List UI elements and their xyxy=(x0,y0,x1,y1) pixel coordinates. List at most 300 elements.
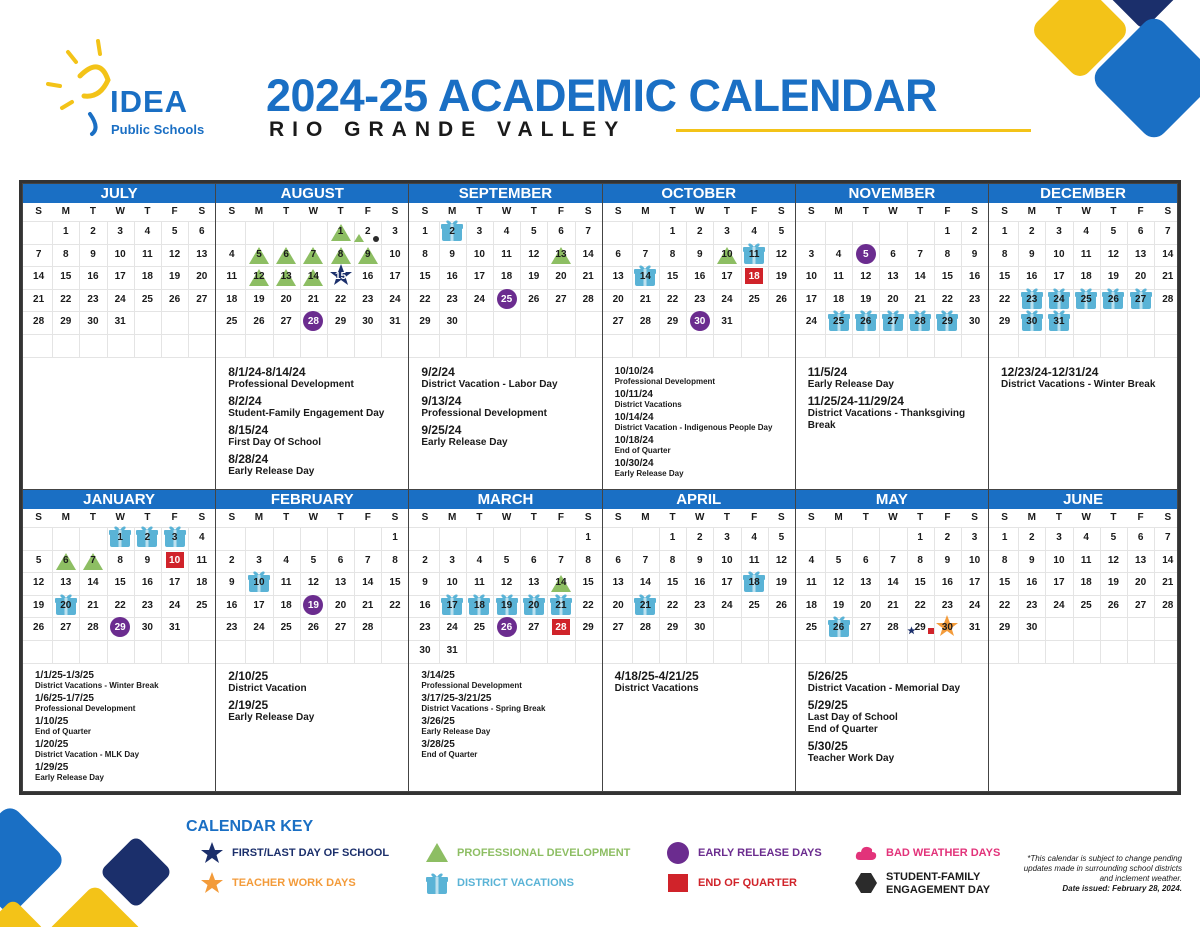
day-number: 7 xyxy=(917,248,923,260)
weekday-label: S xyxy=(971,206,978,217)
day-cell xyxy=(547,249,574,272)
day-number: 15 xyxy=(389,577,401,589)
day-number: 10 xyxy=(169,554,181,566)
day-cell xyxy=(218,294,245,317)
month-notes xyxy=(615,670,790,699)
day-cell xyxy=(575,271,602,294)
day-number: 17 xyxy=(721,577,733,589)
day-cell xyxy=(188,600,215,623)
day-cell xyxy=(273,622,300,645)
weekday-label: S xyxy=(228,206,236,217)
day-cell xyxy=(713,249,740,272)
weekday-label: F xyxy=(171,206,178,217)
day-cell xyxy=(354,226,381,249)
day-cell xyxy=(218,600,245,623)
day-number: 29 xyxy=(999,316,1011,328)
day-number: 9 xyxy=(697,248,703,260)
day-cell xyxy=(605,622,632,645)
day-cell xyxy=(961,600,988,623)
day-number: 18 xyxy=(226,293,238,305)
day-cell xyxy=(768,226,795,249)
day-number: 3 xyxy=(117,226,123,237)
day-number: 12 xyxy=(528,248,540,260)
day-cell xyxy=(659,622,686,645)
note-date: 3/28/25 xyxy=(421,739,455,750)
day-cell xyxy=(52,294,79,317)
day-cell xyxy=(134,532,161,555)
day-cell xyxy=(934,532,961,555)
day-number: 11 xyxy=(748,248,760,260)
day-cell xyxy=(961,622,988,645)
day-cell xyxy=(327,316,354,339)
day-number: 7 xyxy=(365,554,371,566)
weekday-label: F xyxy=(1137,206,1144,217)
day-number: 10 xyxy=(389,248,401,260)
note-date: 5/29/25 xyxy=(807,698,848,712)
day-cell xyxy=(605,600,632,623)
weekday-label: S xyxy=(584,206,592,217)
calendar-grid xyxy=(19,180,1181,795)
weekday-label: S xyxy=(1164,206,1172,217)
day-cell xyxy=(273,577,300,600)
day-number: 21 xyxy=(582,271,594,283)
day-cell xyxy=(686,271,713,294)
day-cell xyxy=(79,555,106,578)
day-number: 9 xyxy=(971,248,978,260)
day-cell xyxy=(134,294,161,317)
day-number: 8 xyxy=(669,554,676,566)
day-cell xyxy=(713,294,740,317)
day-number: 1 xyxy=(117,532,123,543)
day-number: 15 xyxy=(419,271,431,283)
day-number: 20 xyxy=(1135,577,1147,589)
day-cell xyxy=(134,226,161,249)
day-cell xyxy=(439,622,466,645)
day-cell xyxy=(659,316,686,339)
day-cell xyxy=(907,316,934,339)
day-number: 15 xyxy=(914,577,926,589)
day-cell xyxy=(134,271,161,294)
day-number: 7 xyxy=(1165,226,1171,237)
day-number: 3 xyxy=(724,532,730,543)
day-number: 5 xyxy=(35,554,42,566)
day-cell xyxy=(520,271,547,294)
day-number: 1 xyxy=(392,532,398,543)
day-cell xyxy=(659,226,686,249)
weekday-label: M xyxy=(1027,206,1036,217)
day-cell xyxy=(300,249,327,272)
day-number: 3 xyxy=(256,554,262,566)
day-number: 18 xyxy=(501,271,513,283)
day-number: 15 xyxy=(667,271,679,283)
day-number: 30 xyxy=(1026,622,1038,634)
day-cell xyxy=(991,249,1018,272)
day-cell xyxy=(825,622,852,645)
note-date: 5/30/25 xyxy=(807,739,848,753)
day-cell xyxy=(659,532,686,555)
day-number: 25 xyxy=(473,622,485,634)
day-number: 4 xyxy=(751,532,757,543)
day-cell xyxy=(245,600,272,623)
day-cell xyxy=(245,577,272,600)
day-number: 9 xyxy=(449,248,455,260)
day-number: 13 xyxy=(528,577,540,589)
disclaimer-issued: Date issued: February 28, 2024. xyxy=(1062,884,1182,893)
day-cell xyxy=(1018,532,1045,555)
day-number: 17 xyxy=(114,271,126,283)
day-number: 24 xyxy=(446,622,458,634)
weekday-label: M xyxy=(448,512,457,523)
day-number: 8 xyxy=(63,248,69,260)
day-cell xyxy=(575,577,602,600)
day-cell xyxy=(1100,532,1127,555)
day-number: 2 xyxy=(229,554,235,566)
day-cell xyxy=(1154,249,1178,272)
day-number: 11 xyxy=(806,577,817,589)
day-number: 19 xyxy=(169,271,181,283)
day-number: 9 xyxy=(229,577,235,589)
day-cell xyxy=(161,249,188,272)
square-icon xyxy=(666,871,690,900)
day-cell xyxy=(188,532,215,555)
month-december xyxy=(988,183,1178,490)
day-number: 13 xyxy=(612,577,624,589)
day-number: 24 xyxy=(721,293,733,305)
day-cell xyxy=(961,271,988,294)
day-number: 8 xyxy=(669,248,676,260)
day-number: 4 xyxy=(503,226,510,237)
day-number: 7 xyxy=(642,248,649,260)
weekday-label: W xyxy=(115,206,125,217)
day-cell xyxy=(520,600,547,623)
grid-line xyxy=(216,663,408,664)
month-notes xyxy=(421,670,596,762)
day-cell xyxy=(520,226,547,249)
day-number: 21 xyxy=(639,293,651,305)
day-number: 12 xyxy=(833,577,845,589)
professional-development-triangle-icon xyxy=(354,234,364,242)
day-number: 11 xyxy=(226,271,238,283)
day-cell xyxy=(381,316,408,339)
day-cell xyxy=(493,622,520,645)
day-number: 28 xyxy=(914,316,926,328)
day-cell xyxy=(1018,249,1045,272)
month-notes xyxy=(228,670,403,728)
day-number: 7 xyxy=(642,554,649,566)
day-number: 25 xyxy=(1080,293,1092,305)
day-cell xyxy=(466,249,493,272)
day-number: 18 xyxy=(748,271,760,283)
day-cell xyxy=(411,622,438,645)
day-number: 20 xyxy=(335,599,347,611)
day-number: 12 xyxy=(1107,248,1119,260)
day-cell xyxy=(466,226,493,249)
day-number: 1 xyxy=(1001,226,1008,237)
weekday-label: T xyxy=(723,206,731,217)
day-cell xyxy=(852,555,879,578)
month-header: MAY xyxy=(796,490,988,509)
day-number: 16 xyxy=(941,577,953,589)
day-number: 25 xyxy=(805,622,817,634)
day-number: 21 xyxy=(362,599,374,611)
day-cell xyxy=(188,555,215,578)
day-cell xyxy=(439,645,466,668)
day-number: 20 xyxy=(555,271,567,283)
day-cell xyxy=(411,249,438,272)
day-number: 1 xyxy=(669,226,676,237)
weekday-label: M xyxy=(61,512,70,523)
day-cell xyxy=(300,555,327,578)
grid-line xyxy=(796,663,988,664)
day-number: 20 xyxy=(612,293,624,305)
note-date: 9/25/24 xyxy=(421,423,462,437)
day-number: 26 xyxy=(253,316,265,328)
day-number: 25 xyxy=(1080,599,1092,611)
weekday-label: S xyxy=(421,512,429,523)
weekday-label: F xyxy=(944,206,951,217)
day-cell xyxy=(1045,555,1072,578)
day-number: 27 xyxy=(335,622,347,634)
day-cell xyxy=(381,226,408,249)
day-cell xyxy=(547,271,574,294)
day-number: 1 xyxy=(63,226,69,237)
note-text: Early Release Day xyxy=(614,469,684,478)
day-cell xyxy=(547,555,574,578)
day-number: 28 xyxy=(555,622,567,634)
day-number: 9 xyxy=(697,554,703,566)
note-date: 1/1/25-1/3/25 xyxy=(35,670,94,681)
month-header: MARCH xyxy=(409,490,601,509)
note-date: 10/14/24 xyxy=(614,412,654,423)
day-number: 4 xyxy=(835,248,842,260)
day-number: 20 xyxy=(528,599,540,611)
day-cell xyxy=(52,622,79,645)
day-cell xyxy=(1154,600,1178,623)
day-cell xyxy=(852,622,879,645)
day-cell xyxy=(493,555,520,578)
day-cell xyxy=(961,555,988,578)
day-cell xyxy=(605,294,632,317)
day-number: 10 xyxy=(721,248,733,260)
day-cell xyxy=(991,316,1018,339)
day-number: 24 xyxy=(169,599,181,611)
day-cell xyxy=(907,532,934,555)
day-cell xyxy=(659,294,686,317)
day-cell xyxy=(907,577,934,600)
day-cell xyxy=(659,249,686,272)
day-cell xyxy=(439,271,466,294)
day-number: 6 xyxy=(1137,532,1144,543)
weekday-label: S xyxy=(614,512,622,523)
day-number: 28 xyxy=(33,316,45,328)
end-of-quarter-square-icon xyxy=(928,628,934,634)
day-cell xyxy=(879,555,906,578)
day-number: 3 xyxy=(392,226,398,237)
day-cell xyxy=(273,249,300,272)
day-number: 6 xyxy=(531,554,537,566)
day-number: 27 xyxy=(1135,293,1147,305)
day-number: 19 xyxy=(775,271,787,283)
key-label-weather: BAD WEATHER DAYS xyxy=(886,847,1001,859)
weekday-label: F xyxy=(364,206,371,217)
day-number: 4 xyxy=(144,226,151,237)
day-cell xyxy=(354,555,381,578)
day-number: 13 xyxy=(555,248,567,260)
grid-line xyxy=(409,357,601,358)
day-number: 20 xyxy=(612,599,624,611)
day-number: 22 xyxy=(667,599,679,611)
day-number: 6 xyxy=(283,248,289,260)
day-cell xyxy=(547,622,574,645)
weekday-label: T xyxy=(917,206,924,217)
weekday-label: W xyxy=(1081,206,1091,217)
day-cell xyxy=(381,600,408,623)
day-cell xyxy=(632,555,659,578)
day-cell xyxy=(605,271,632,294)
day-number: 15 xyxy=(941,271,953,283)
day-cell xyxy=(107,555,134,578)
day-cell xyxy=(381,532,408,555)
note-text: District Vacation - Indigenous People Day xyxy=(614,423,773,432)
day-cell xyxy=(1045,316,1072,339)
grid-line xyxy=(989,663,1177,664)
day-cell xyxy=(686,600,713,623)
day-cell xyxy=(493,249,520,272)
day-number: 3 xyxy=(171,532,178,543)
day-cell xyxy=(52,316,79,339)
day-cell xyxy=(1018,600,1045,623)
note-date: 1/29/25 xyxy=(35,762,69,773)
day-number: 9 xyxy=(422,577,428,589)
day-number: 22 xyxy=(389,599,401,611)
day-number: 23 xyxy=(446,293,458,305)
day-number: 7 xyxy=(310,248,317,260)
day-cell xyxy=(381,271,408,294)
day-number: 23 xyxy=(226,622,238,634)
month-january xyxy=(22,489,216,792)
day-number: 5 xyxy=(1110,532,1117,543)
weekday-label: F xyxy=(557,512,565,523)
day-number: 29 xyxy=(335,316,347,328)
note-text: Early Release Day xyxy=(421,437,508,448)
day-number: 16 xyxy=(446,271,458,283)
weekday-label: T xyxy=(144,512,151,523)
note-text: District Vacations - Winter Break xyxy=(1001,379,1156,390)
day-cell xyxy=(741,532,768,555)
day-number: 23 xyxy=(141,599,153,611)
day-cell xyxy=(879,271,906,294)
day-cell xyxy=(713,532,740,555)
weekday-label: M xyxy=(448,206,457,217)
day-number: 12 xyxy=(169,248,181,260)
grid-line xyxy=(216,357,408,358)
day-cell xyxy=(52,600,79,623)
month-header: JUNE xyxy=(989,490,1177,509)
day-number: 19 xyxy=(528,271,540,283)
day-number: 24 xyxy=(389,293,401,305)
day-number: 5 xyxy=(256,248,262,260)
day-cell xyxy=(991,294,1018,317)
day-number: 17 xyxy=(389,271,401,283)
day-cell xyxy=(713,271,740,294)
day-number: 22 xyxy=(335,293,347,305)
month-notes xyxy=(808,366,983,436)
day-cell xyxy=(218,577,245,600)
weekday-label: S xyxy=(198,206,206,217)
day-cell xyxy=(1045,532,1072,555)
day-number: 6 xyxy=(558,226,564,237)
day-cell xyxy=(107,294,134,317)
weekday-label: W xyxy=(1081,512,1091,523)
day-number: 8 xyxy=(944,248,951,260)
day-cell xyxy=(327,226,354,249)
day-cell xyxy=(520,249,547,272)
day-number: 22 xyxy=(941,293,953,305)
day-cell xyxy=(852,577,879,600)
day-cell xyxy=(25,271,52,294)
day-cell xyxy=(1045,577,1072,600)
weekday-label: S xyxy=(808,512,815,523)
day-cell xyxy=(381,555,408,578)
day-cell xyxy=(411,316,438,339)
day-cell xyxy=(52,271,79,294)
day-number: 26 xyxy=(169,293,181,305)
day-number: 28 xyxy=(639,316,651,328)
month-june xyxy=(988,489,1178,792)
day-cell xyxy=(1100,600,1127,623)
day-cell xyxy=(273,271,300,294)
weekday-label: M xyxy=(834,206,843,217)
day-number: 6 xyxy=(1137,226,1144,237)
day-number: 18 xyxy=(280,599,292,611)
day-number: 22 xyxy=(60,293,72,305)
month-august xyxy=(215,183,409,490)
weekday-label: S xyxy=(391,206,399,217)
day-number: 6 xyxy=(890,248,896,260)
weekday-label: M xyxy=(834,512,843,523)
weekday-label: T xyxy=(1110,512,1117,523)
weekday-label: W xyxy=(888,206,898,217)
day-number: 16 xyxy=(419,599,431,611)
day-cell xyxy=(686,622,713,645)
day-number: 28 xyxy=(362,622,374,634)
day-cell xyxy=(52,226,79,249)
weekday-label: S xyxy=(198,512,206,523)
day-cell xyxy=(493,294,520,317)
weekday-label: M xyxy=(641,512,650,523)
month-notes xyxy=(1001,366,1176,395)
day-number: 18 xyxy=(1080,577,1092,589)
day-number: 16 xyxy=(969,271,981,283)
key-label-first-last: FIRST/LAST DAY OF SCHOOL xyxy=(232,847,390,859)
day-cell xyxy=(466,600,493,623)
note-text: End of Quarter xyxy=(421,750,478,759)
day-cell xyxy=(520,622,547,645)
day-number: 14 xyxy=(555,577,567,589)
day-cell xyxy=(1127,577,1154,600)
day-number: 27 xyxy=(280,316,292,328)
day-cell xyxy=(439,226,466,249)
day-cell xyxy=(1073,532,1100,555)
day-number: 8 xyxy=(585,554,591,566)
weekday-label: W xyxy=(888,512,898,523)
day-number: 10 xyxy=(805,271,817,283)
note-date: 8/15/24 xyxy=(228,423,269,437)
day-cell xyxy=(25,555,52,578)
weekday-label: S xyxy=(971,512,978,523)
day-cell xyxy=(1045,600,1072,623)
day-number: 16 xyxy=(141,577,153,589)
